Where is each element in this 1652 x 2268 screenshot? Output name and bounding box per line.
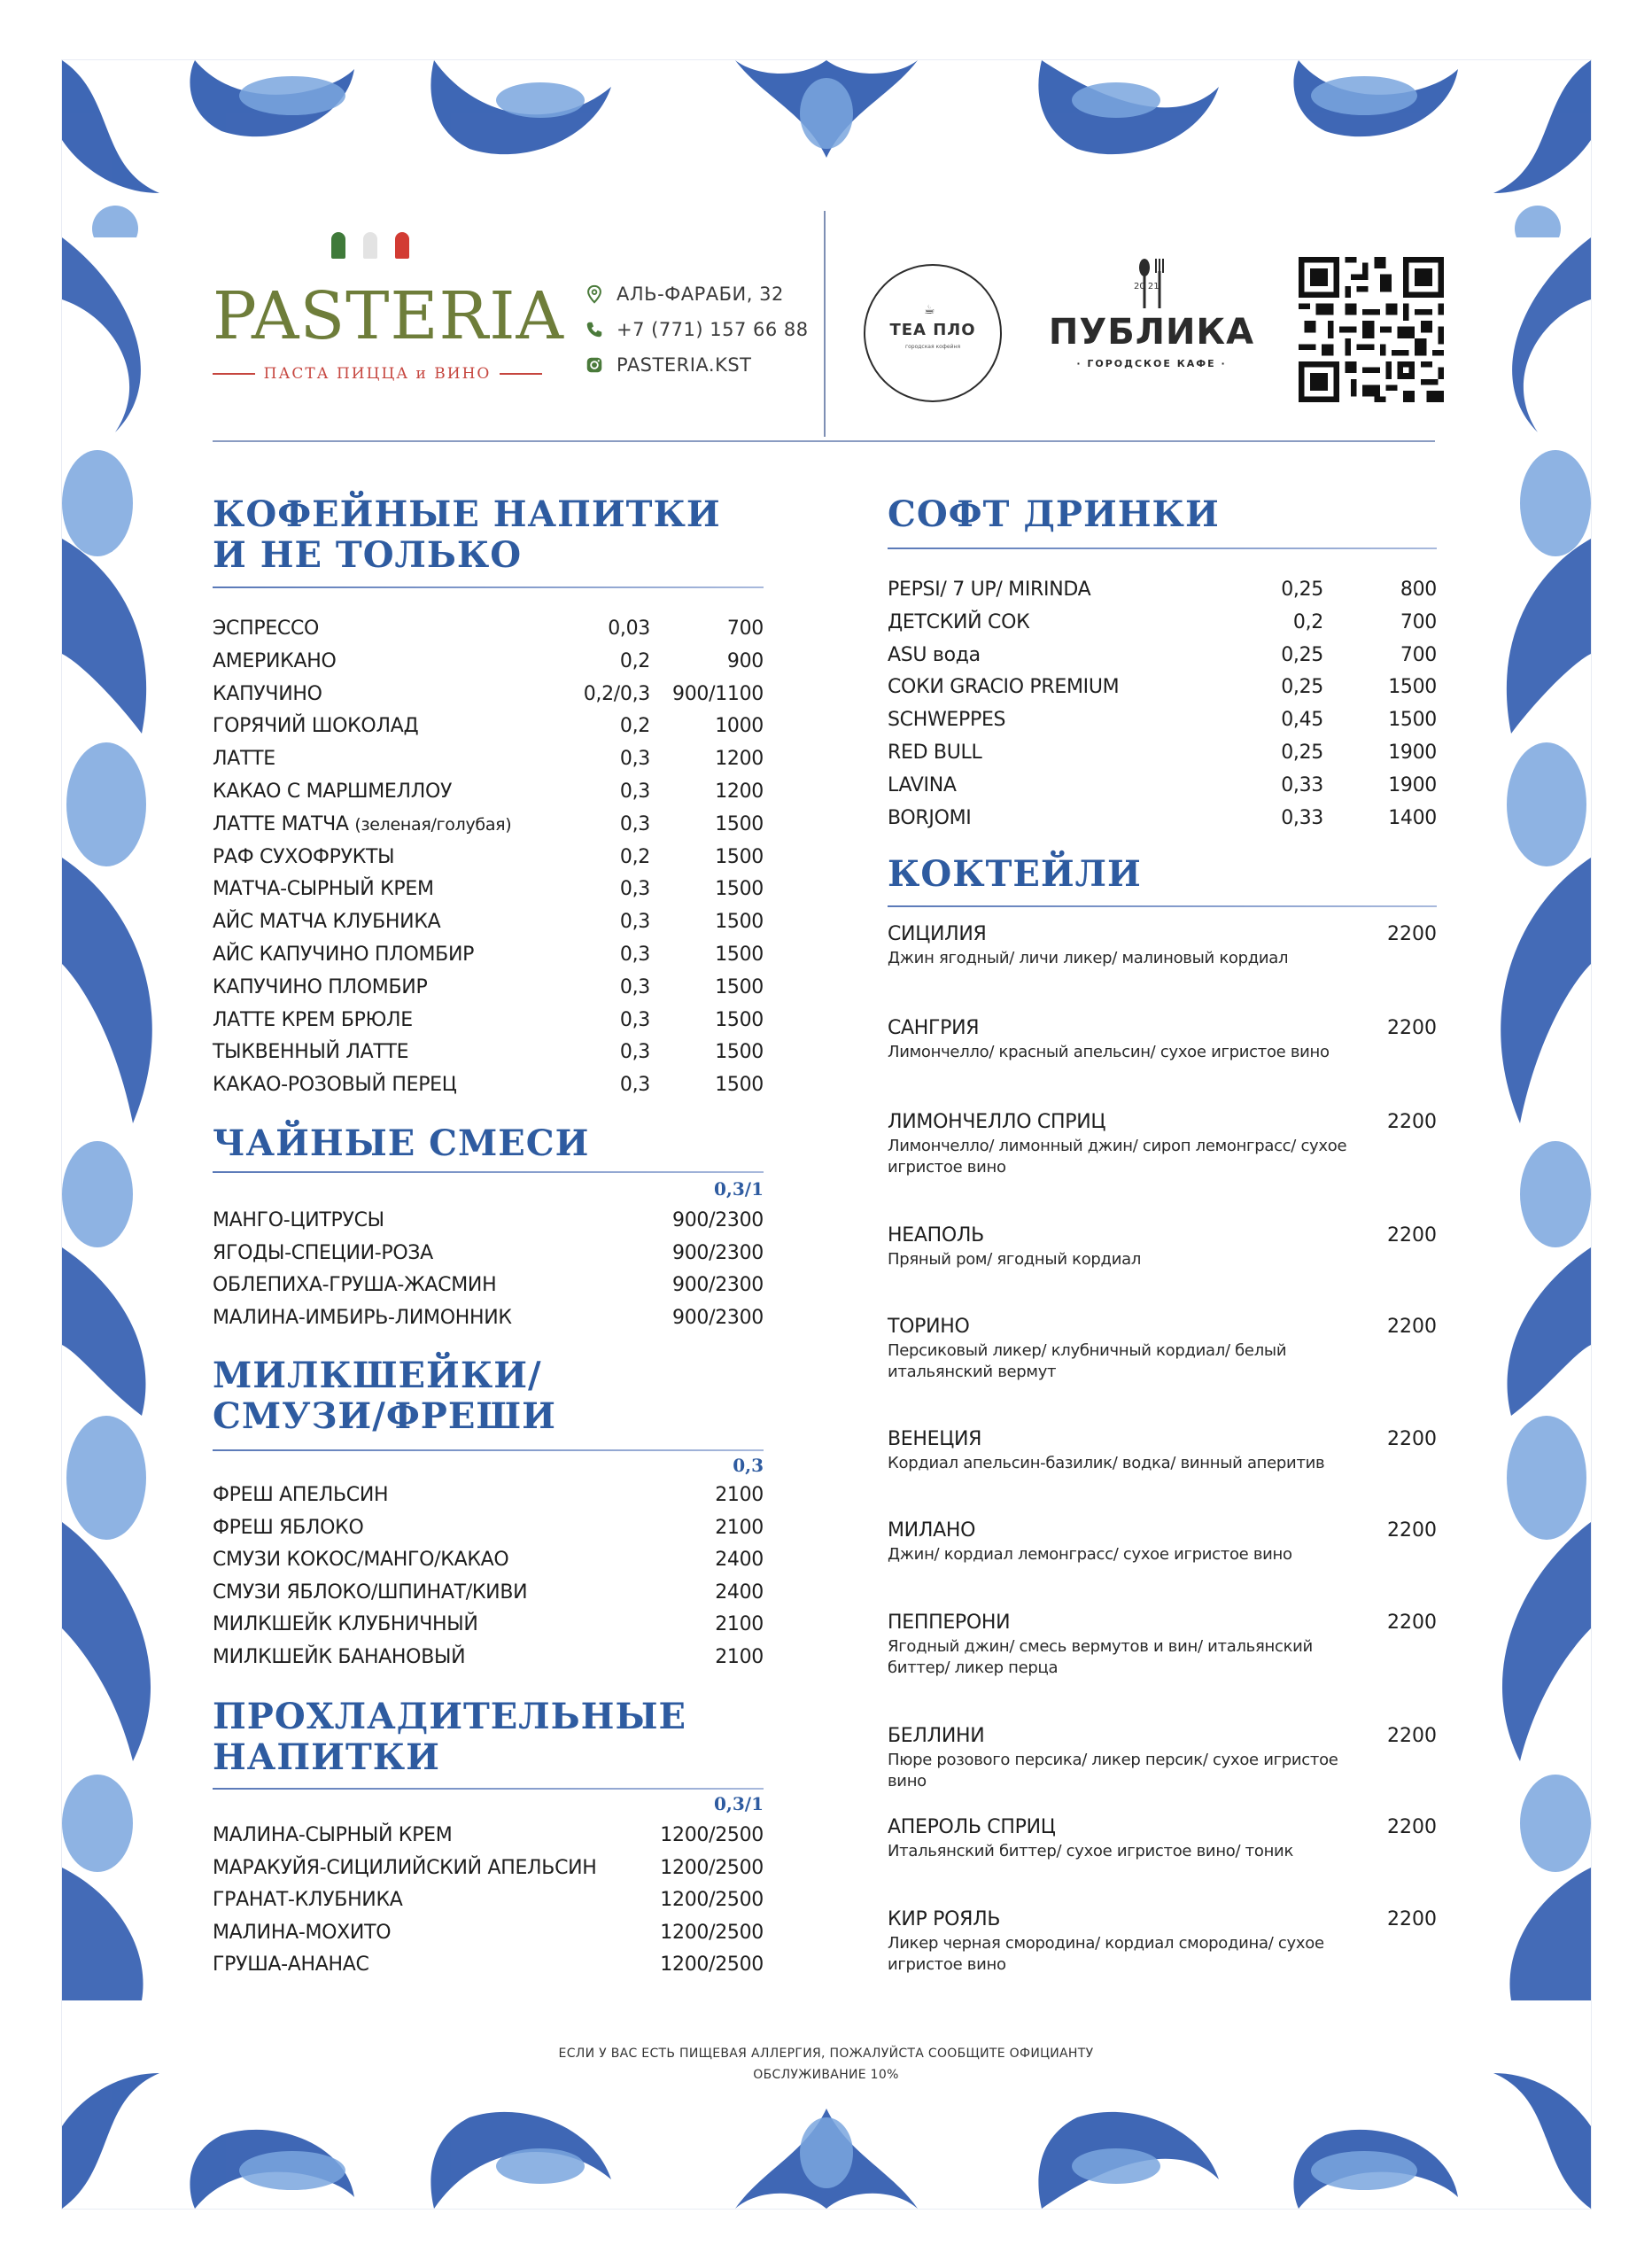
item-price: 1200/2500 xyxy=(660,1856,764,1879)
publika-name: ПУБЛИКА xyxy=(1048,312,1255,353)
item-name xyxy=(213,842,394,874)
item-volume: 0,33 xyxy=(1281,806,1323,829)
cocktail-item xyxy=(888,1314,1437,1385)
item-volume: 0,3 xyxy=(619,1008,650,1031)
menu-item-row xyxy=(888,672,1437,703)
item-name-text: ОБЛЕПИХА-ГРУША-ЖАСМИН xyxy=(213,1274,497,1297)
cocktail-price: 2200 xyxy=(1387,1316,1437,1338)
item-name xyxy=(213,646,336,678)
item-price: 1900 xyxy=(1388,773,1437,796)
section-rule-cooling xyxy=(213,1788,764,1790)
item-volume: 0,45 xyxy=(1281,709,1323,732)
cocktail-description: Лимончелло/ лимонный джин/ сироп лемонграсс/ сухое игристое вино xyxy=(888,1137,1347,1177)
menu-item-row xyxy=(213,1512,764,1544)
menu-item-row xyxy=(888,607,1437,639)
cocktail-item xyxy=(888,1907,1437,1977)
item-name-text: ЭСПРЕССО xyxy=(213,617,320,640)
item-name xyxy=(213,1205,384,1237)
item-volume: 0,3 xyxy=(619,1041,650,1064)
qr-code[interactable] xyxy=(1299,257,1444,402)
brand-tagline xyxy=(213,365,542,383)
item-name xyxy=(213,1949,369,1981)
item-price: 900/1100 xyxy=(672,682,764,705)
menu-item-row xyxy=(888,803,1437,835)
contact-phone-text: +7 (771) 157 66 88 xyxy=(617,319,809,340)
item-name-text: МАЛИНА-ИМБИРЬ-ЛИМОННИК xyxy=(213,1306,512,1329)
item-name xyxy=(888,803,971,835)
cup-icon: ☕ xyxy=(924,303,935,317)
item-price: 700 xyxy=(726,617,764,640)
item-price: 1200/2500 xyxy=(660,1921,764,1944)
footer-allergy-note: ЕСЛИ У ВАС ЕСТЬ ПИЩЕВАЯ АЛЛЕРГИЯ, ПОЖАЛУЙСТА СООБЩИТЕ ОФИЦИАНТУ xyxy=(558,2047,1094,2061)
cocktail-name: СИЦИЛИЯ xyxy=(888,923,987,945)
section-rule-soft xyxy=(888,548,1437,549)
publika-subtitle: · ГОРОДСКОЕ КАФЕ · xyxy=(1076,358,1227,369)
item-name-text: АМЕРИКАНО xyxy=(213,649,337,672)
item-name xyxy=(213,1238,433,1270)
cocktail-item xyxy=(888,1518,1437,1588)
item-name-text: РАФ СУХОФРУКТЫ xyxy=(213,845,395,868)
menu-item-row xyxy=(213,809,764,841)
item-name-text: SCHWEPPES xyxy=(888,709,1006,732)
cocktail-name: КИР РОЯЛЬ xyxy=(888,1908,1001,1930)
item-name xyxy=(213,1480,388,1511)
menu-item-row xyxy=(213,1852,764,1884)
cocktail-price: 2200 xyxy=(1387,1908,1437,1930)
cocktail-description: Итальянский биттер/ сухое игристое вино/ тоник xyxy=(888,1842,1294,1860)
item-price: 1500 xyxy=(715,812,764,835)
item-name-text: ТЫКВЕННЫЙ ЛАТТЕ xyxy=(213,1041,409,1064)
header-divider xyxy=(213,440,1435,442)
menu-item-row xyxy=(888,640,1437,672)
cocktail-item xyxy=(888,921,1437,992)
publika-year: 20 21 xyxy=(1134,282,1160,291)
item-name xyxy=(213,743,275,775)
section-title-shakes-line2: СМУЗИ/ФРЕШИ xyxy=(213,1395,556,1437)
cocktail-item xyxy=(888,1426,1437,1497)
item-name-text: МИЛКШЕЙК БАНАНОВЫЙ xyxy=(213,1646,466,1668)
menu-item-row xyxy=(213,1609,764,1641)
instagram-icon xyxy=(585,355,604,375)
item-volume: 0,03 xyxy=(608,617,650,640)
contact-instagram-text: PASTERIA.KST xyxy=(617,354,752,376)
cocktail-name: НЕАПОЛЬ xyxy=(888,1224,984,1247)
menu-item-row xyxy=(213,906,764,938)
menu-item-row xyxy=(213,1949,764,1981)
cocktail-name: ВЕНЕЦИЯ xyxy=(888,1428,982,1450)
section-title-coffee xyxy=(213,494,721,576)
item-price: 900/2300 xyxy=(672,1209,764,1231)
item-name xyxy=(888,704,1005,736)
menu-item-row xyxy=(213,743,764,775)
menu-item-row xyxy=(213,776,764,808)
item-price: 2100 xyxy=(715,1646,764,1668)
cocktail-description: Ликер черная смородина/ кордиал смородина/ сухое игристое вино xyxy=(888,1934,1324,1974)
item-name xyxy=(213,1302,512,1334)
cocktail-description: Пряный ром/ ягодный кордиал xyxy=(888,1250,1142,1269)
item-price: 1500 xyxy=(715,878,764,901)
item-price: 1200 xyxy=(715,781,764,803)
item-price: 1500 xyxy=(715,1074,764,1097)
section-rule-coffee xyxy=(213,586,764,588)
item-name-text: LAVINA xyxy=(888,773,957,796)
item-price: 900/2300 xyxy=(672,1306,764,1329)
header-vertical-divider xyxy=(824,211,826,437)
item-volume: 0,3 xyxy=(619,781,650,803)
section-title-tea: ЧАЙНЫЕ СМЕСИ xyxy=(213,1122,590,1164)
item-name xyxy=(213,1642,465,1674)
section-title-cooling-line2: НАПИТКИ xyxy=(213,1736,440,1778)
item-volume: 0,2 xyxy=(619,845,650,868)
item-note: (зеленая/голубая) xyxy=(354,814,512,835)
section-title-soft: СОФТ ДРИНКИ xyxy=(888,493,1220,535)
cocktail-price: 2200 xyxy=(1387,1428,1437,1450)
cocktail-name: МИЛАНО xyxy=(888,1519,976,1542)
item-price: 1500 xyxy=(1388,676,1437,699)
item-price: 900/2300 xyxy=(672,1241,764,1264)
item-name xyxy=(213,1884,403,1916)
menu-item-row xyxy=(213,1820,764,1852)
item-name xyxy=(888,672,1119,703)
teaplo-subtitle: городская кофейня xyxy=(904,344,961,350)
item-name-text: МАЛИНА-СЫРНЫЙ КРЕМ xyxy=(213,1824,453,1846)
item-price: 1500 xyxy=(715,845,764,868)
teaplo-name: ТЕА ПЛО xyxy=(889,321,976,339)
cooling-volume-header: 0,3/1 xyxy=(713,1793,764,1814)
menu-item-row xyxy=(213,1544,764,1576)
item-name-text: ФРЕШ АПЕЛЬСИН xyxy=(213,1484,389,1506)
item-name-text: КАКАО-РОЗОВЫЙ ПЕРЕЦ xyxy=(213,1074,457,1097)
section-title-cooling-line1: ПРОХЛАДИТЕЛЬНЫЕ xyxy=(213,1696,687,1737)
item-volume: 0,25 xyxy=(1281,676,1323,699)
item-name xyxy=(213,1917,391,1949)
cocktail-description: Кордиал апельсин-базилик/ водка/ винный аперитив xyxy=(888,1454,1325,1472)
item-volume: 0,25 xyxy=(1281,643,1323,666)
item-price: 1200/2500 xyxy=(660,1889,764,1912)
item-price: 1500 xyxy=(715,911,764,934)
item-volume: 0,25 xyxy=(1281,742,1323,764)
publika-logo xyxy=(1045,257,1258,381)
item-name-text: RED BULL xyxy=(888,742,982,764)
cocktail-price: 2200 xyxy=(1387,1519,1437,1542)
cocktail-price: 2200 xyxy=(1387,1816,1437,1838)
menu-item-row xyxy=(213,1302,764,1334)
item-volume: 0,25 xyxy=(1281,579,1323,601)
menu-item-row xyxy=(213,972,764,1004)
location-pin-icon xyxy=(585,284,604,304)
item-name-text: МАТЧА-СЫРНЫЙ КРЕМ xyxy=(213,878,434,901)
cocktail-description: Лимончелло/ красный апельсин/ сухое игристое вино xyxy=(888,1043,1330,1061)
cocktail-price: 2200 xyxy=(1387,1612,1437,1634)
item-name-text: МАРАКУЙЯ-СИЦИЛИЙСКИЙ АПЕЛЬСИН xyxy=(213,1856,597,1879)
item-price: 2100 xyxy=(715,1516,764,1539)
item-name xyxy=(888,607,1029,639)
item-price: 1500 xyxy=(1388,709,1437,732)
menu-item-row xyxy=(213,842,764,874)
section-rule-shakes xyxy=(213,1449,764,1451)
item-name xyxy=(213,1820,452,1852)
item-price: 900 xyxy=(726,649,764,672)
item-name xyxy=(213,1270,496,1301)
menu-item-row xyxy=(213,711,764,742)
item-name-text: АЙС КАПУЧИНО ПЛОМБИР xyxy=(213,944,475,966)
cocktail-name: АПЕРОЛЬ СПРИЦ xyxy=(888,1816,1056,1838)
cocktail-description: Джин ягодный/ личи ликер/ малиновый кордиал xyxy=(888,949,1289,967)
item-price: 2400 xyxy=(715,1581,764,1604)
brand-tagline-text: ПАСТА ПИЦЦА и ВИНО xyxy=(263,365,492,383)
menu-item-row xyxy=(213,1238,764,1270)
item-name-text: ФРЕШ ЯБЛОКО xyxy=(213,1516,364,1539)
item-name-text: КАПУЧИНО xyxy=(213,682,322,705)
item-name xyxy=(213,1512,364,1544)
cocktail-description: Ягодный джин/ смесь вермутов и вин/ итальянский биттер/ ликер перца xyxy=(888,1637,1313,1677)
item-name-text: МАЛИНА-МОХИТО xyxy=(213,1921,392,1944)
contact-instagram xyxy=(585,354,752,376)
cocktail-description: Персиковый ликер/ клубничный кордиал/ белый итальянский вермут xyxy=(888,1341,1287,1381)
ornament-right-border xyxy=(1458,237,1591,2000)
item-name-text: СМУЗИ КОКОС/МАНГО/КАКАО xyxy=(213,1549,509,1572)
brand-name: PASTERIA xyxy=(213,278,564,354)
item-name-text: МАНГО-ЦИТРУСЫ xyxy=(213,1209,384,1231)
contact-address-text: АЛЬ-ФАРАБИ, 32 xyxy=(617,284,784,305)
contact-phone xyxy=(585,319,809,340)
section-rule-tea xyxy=(213,1171,764,1173)
item-volume: 0,2/0,3 xyxy=(583,682,650,705)
item-name xyxy=(213,1609,478,1641)
item-name xyxy=(213,906,440,938)
item-name-text: ЛАТТЕ xyxy=(213,748,275,771)
item-name xyxy=(213,972,427,1004)
item-price: 1500 xyxy=(715,1008,764,1031)
item-price: 1000 xyxy=(715,715,764,738)
item-price: 1200 xyxy=(715,748,764,771)
menu-item-row xyxy=(213,1884,764,1916)
item-price: 1400 xyxy=(1388,806,1437,829)
cocktail-price: 2200 xyxy=(1387,923,1437,945)
item-name-text: ГОРЯЧИЙ ШОКОЛАД xyxy=(213,715,419,738)
cocktail-item xyxy=(888,1109,1437,1180)
cocktail-name: ПЕППЕРОНИ xyxy=(888,1612,1011,1634)
item-name-text: BORJOMI xyxy=(888,806,972,829)
item-name-text: ДЕТСКИЙ СОК xyxy=(888,610,1030,633)
item-price: 800 xyxy=(1400,579,1437,601)
item-name-text: СОКИ GRACIO PREMIUM xyxy=(888,676,1120,699)
item-price: 1500 xyxy=(715,975,764,998)
item-volume: 0,3 xyxy=(619,911,650,934)
item-name xyxy=(213,1544,508,1576)
item-name xyxy=(213,679,322,711)
item-name xyxy=(213,1005,413,1037)
cocktail-price: 2200 xyxy=(1387,1017,1437,1039)
item-name xyxy=(213,874,434,905)
cocktail-item xyxy=(888,1814,1437,1885)
tea-volume-header: 0,3/1 xyxy=(713,1178,764,1200)
item-name-text: ГРУША-АНАНАС xyxy=(213,1953,369,1977)
menu-item-row xyxy=(888,770,1437,802)
item-volume: 0,2 xyxy=(619,649,650,672)
item-name-text: АЙС МАТЧА КЛУБНИКА xyxy=(213,911,441,934)
item-name-text: КАПУЧИНО ПЛОМБИР xyxy=(213,975,428,998)
item-name xyxy=(213,613,319,645)
item-volume: 0,3 xyxy=(619,878,650,901)
item-name xyxy=(213,1852,597,1884)
item-price: 1900 xyxy=(1388,742,1437,764)
cocktail-name: САНГРИЯ xyxy=(888,1017,980,1039)
item-price: 700 xyxy=(1400,610,1437,633)
item-name-text: PEPSI/ 7 UP/ MIRINDA xyxy=(888,579,1091,601)
item-name xyxy=(213,1577,527,1609)
menu-item-row xyxy=(213,1917,764,1949)
contact-address xyxy=(585,284,784,305)
section-rule-cocktails xyxy=(888,905,1437,907)
item-volume: 0,3 xyxy=(619,975,650,998)
item-name xyxy=(213,939,474,971)
section-title-shakes xyxy=(213,1355,556,1437)
item-price: 900/2300 xyxy=(672,1274,764,1297)
item-name xyxy=(888,574,1090,606)
teaplo-logo xyxy=(864,264,1002,402)
cocktail-description: Пюре розового персика/ ликер персик/ сухое игристое вино xyxy=(888,1751,1338,1790)
cocktail-price: 2200 xyxy=(1387,1725,1437,1747)
item-name xyxy=(213,711,418,742)
footer-service-charge: ОБСЛУЖИВАНИЕ 10% xyxy=(753,2068,899,2082)
section-title-coffee-line1: КОФЕЙНЫЕ НАПИТКИ xyxy=(213,493,721,535)
section-title-cocktails: КОКТЕЙЛИ xyxy=(888,853,1142,895)
item-volume: 0,2 xyxy=(619,715,650,738)
item-volume: 0,33 xyxy=(1281,773,1323,796)
item-name xyxy=(888,737,981,769)
cocktail-item xyxy=(888,1610,1437,1681)
cocktail-item xyxy=(888,1223,1437,1293)
item-name xyxy=(888,770,957,802)
item-name xyxy=(213,1069,457,1101)
item-name-text: СМУЗИ ЯБЛОКО/ШПИНАТ/КИВИ xyxy=(213,1581,528,1604)
item-price: 700 xyxy=(1400,643,1437,666)
menu-item-row xyxy=(888,574,1437,606)
italian-flag-icon xyxy=(331,232,409,259)
item-price: 2100 xyxy=(715,1484,764,1506)
menu-item-row xyxy=(888,737,1437,769)
menu-item-row xyxy=(213,1005,764,1037)
menu-item-row xyxy=(888,704,1437,736)
item-volume: 0,2 xyxy=(1292,610,1323,633)
item-name-text: ЛАТТЕ МАТЧА xyxy=(213,812,349,835)
cocktail-name: ЛИМОНЧЕЛЛО СПРИЦ xyxy=(888,1111,1106,1133)
item-name xyxy=(213,809,511,841)
item-name xyxy=(888,640,981,672)
section-title-cooling xyxy=(213,1697,686,1778)
cocktail-item xyxy=(888,1015,1437,1086)
item-name xyxy=(213,1037,408,1068)
item-price: 2100 xyxy=(715,1613,764,1636)
cocktail-name: БЕЛЛИНИ xyxy=(888,1725,985,1747)
menu-item-row xyxy=(213,679,764,711)
item-name-text: МИЛКШЕЙК КЛУБНИЧНЫЙ xyxy=(213,1613,478,1636)
menu-item-row xyxy=(213,1037,764,1068)
item-name xyxy=(213,776,452,808)
menu-item-row xyxy=(213,1270,764,1301)
menu-item-row xyxy=(213,1205,764,1237)
section-title-coffee-line2: И НЕ ТОЛЬКО xyxy=(213,534,523,576)
item-price: 1200/2500 xyxy=(660,1953,764,1977)
menu-item-row xyxy=(213,613,764,645)
item-volume: 0,3 xyxy=(619,812,650,835)
item-name-text: ГРАНАТ-КЛУБНИКА xyxy=(213,1889,403,1912)
cocktail-item xyxy=(888,1723,1437,1794)
ornament-top-border xyxy=(62,60,1591,237)
item-name-text: ASU вода xyxy=(888,643,981,666)
cocktail-price: 2200 xyxy=(1387,1111,1437,1133)
ornament-left-border xyxy=(62,237,195,2000)
shakes-volume-header: 0,3 xyxy=(733,1455,764,1476)
cocktail-name: ТОРИНО xyxy=(888,1316,970,1338)
phone-icon xyxy=(585,320,604,339)
item-name-text: ЛАТТЕ КРЕМ БРЮЛЕ xyxy=(213,1008,413,1031)
item-price: 1500 xyxy=(715,944,764,966)
menu-item-row xyxy=(213,1480,764,1511)
item-price: 1200/2500 xyxy=(660,1824,764,1846)
item-price: 2400 xyxy=(715,1549,764,1572)
section-title-shakes-line1: МИЛКШЕЙКИ/ xyxy=(213,1355,542,1396)
menu-item-row xyxy=(213,1577,764,1609)
cocktail-price: 2200 xyxy=(1387,1224,1437,1247)
menu-item-row xyxy=(213,939,764,971)
item-volume: 0,3 xyxy=(619,944,650,966)
menu-item-row xyxy=(213,646,764,678)
item-volume: 0,3 xyxy=(619,748,650,771)
item-volume: 0,3 xyxy=(619,1074,650,1097)
item-name-text: ЯГОДЫ-СПЕЦИИ-РОЗА xyxy=(213,1241,433,1264)
cocktail-description: Джин/ кордиал лемонграсс/ сухое игристое вино xyxy=(888,1545,1292,1564)
item-name-text: КАКАО С МАРШМЕЛЛОУ xyxy=(213,781,453,803)
menu-item-row xyxy=(213,1642,764,1674)
item-price: 1500 xyxy=(715,1041,764,1064)
menu-item-row xyxy=(213,874,764,905)
menu-item-row xyxy=(213,1069,764,1101)
